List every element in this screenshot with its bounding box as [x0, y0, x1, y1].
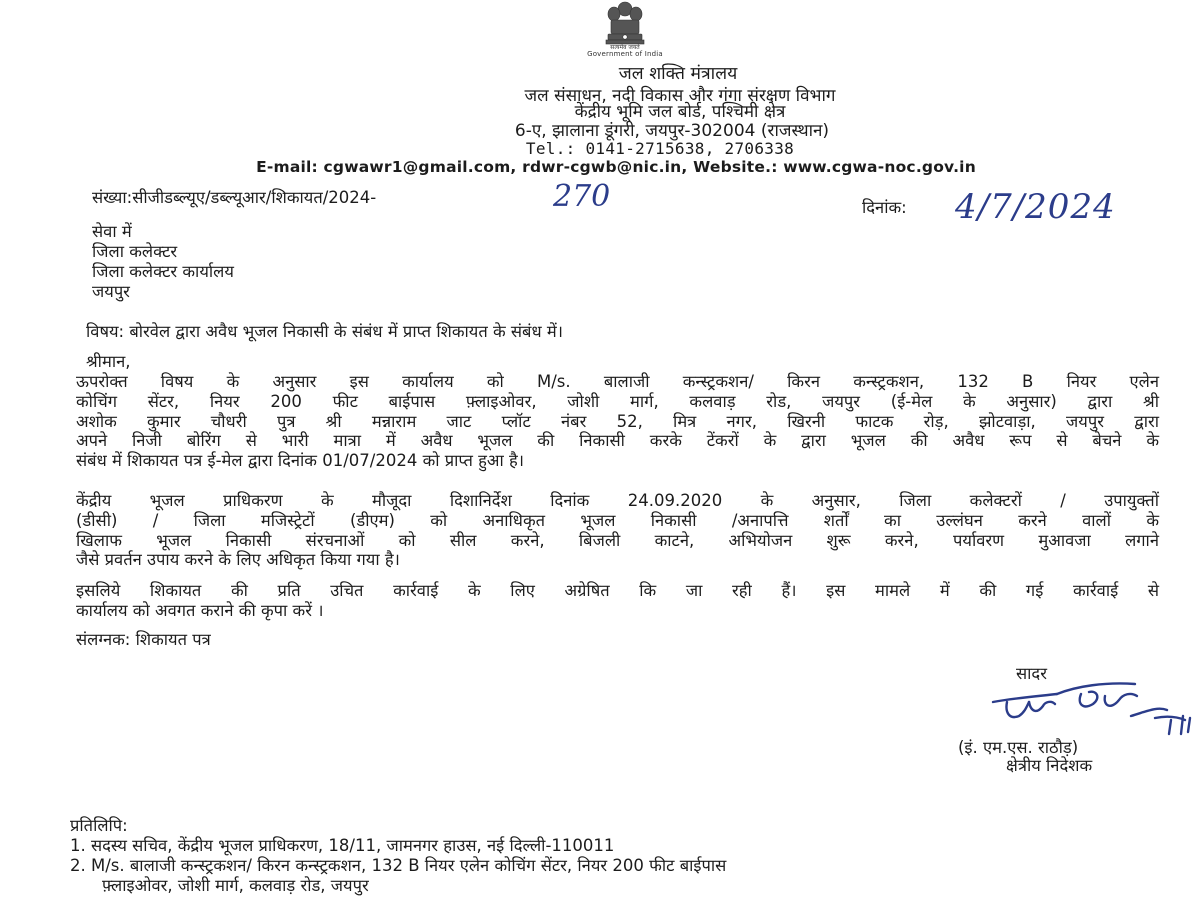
body-paragraph-1: [76, 374, 1159, 473]
recipient-line: जिला कलेक्टर: [92, 242, 178, 261]
paragraph-line: संबंध में शिकायत पत्र ई-मेल द्वारा दिनांक 01/07/2024 को प्राप्त हुआ है।: [76, 451, 525, 471]
paragraph-line: जैसे प्रवर्तन उपाय करने के लिए अधिकृत किया गया है।: [76, 550, 400, 570]
paragraph-line: केंद्रीय भूजल प्राधिकरण के मौजूदा दिशानिर्देश दिनांक 24.09.2020 के अनुसार, जिला कलेक्टरों / उपायुक्तों: [76, 491, 1159, 510]
reference-number-label: संख्या:सीजीडब्ल्यूए/डब्ल्यूआर/शिकायत/2024-: [92, 188, 377, 207]
board-name: केंद्रीय भूमि जल बोर्ड, पश्चिमी क्षेत्र: [574, 102, 786, 122]
reference-number-handwritten: 270: [553, 179, 611, 214]
salutation: श्रीमान,: [86, 352, 131, 371]
paragraph-line: अशोक कुमार चौधरी पुत्र श्री मन्नाराम जाट प्लॉट नंबर 52, मित्र नगर, खिरनी फाटक रोड़, झोटवाड़ा, जयपुर द्वारा: [76, 411, 1159, 431]
date-handwritten: 4/7/2024: [955, 187, 1116, 227]
paragraph-line: ऊपरोक्त विषय के अनुसार इस कार्यालय को M/s. बालाजी कन्स्ट्रकशन/ किरन कन्स्ट्रकशन, 132 B नियर एलेन: [76, 372, 1159, 391]
telephone: Tel.: 0141-2715638, 2706338: [525, 139, 795, 158]
ministry-name: जल शक्ति मंत्रालय: [618, 64, 738, 84]
copy-heading: प्रतिलिपि:: [70, 816, 128, 835]
copy-item: 1. सदस्य सचिव, केंद्रीय भूजल प्राधिकरण, 18/11, जामनगर हाउस, नई दिल्ली-110011: [70, 836, 615, 855]
department-name: जल संसाधन, नदी विकास और गंगा संरक्षण विभाग: [524, 86, 836, 106]
paragraph-line: (डीसी) / जिला मजिस्ट्रेटों (डीएम) को अनाधिकृत भूजल निकासी /अनापत्ति शर्तों का उल्लंघन करने वालों के: [76, 510, 1159, 530]
subject-line: विषय: बोरवेल द्वारा अवैध भूजल निकासी के संबंध में प्राप्त शिकायत के संबंध में।: [86, 322, 563, 341]
emblem-caption: Government of India: [587, 50, 663, 58]
body-paragraph-3: [76, 583, 1159, 623]
recipient-line: जिला कलेक्टर कार्यालय: [92, 262, 234, 281]
paragraph-line: कार्यालय को अवगत कराने की कृपा करें ।: [76, 600, 324, 620]
contact-line: E-mail: cgwawr1@gmail.com, rdwr-cgwb@nic.in, Website.: www.cgwa-noc.gov.in: [256, 158, 976, 176]
enclosure-line: संलग्नक: शिकायत पत्र: [76, 630, 211, 649]
office-address: 6-ए, झालाना डूंगरी, जयपुर-302004 (राजस्थान): [514, 121, 830, 141]
svg-text:सत्यमेव जयते: सत्यमेव जयते: [610, 44, 640, 50]
recipient-line: सेवा में: [92, 222, 132, 241]
copy-item: 2. M/s. बालाजी कन्स्ट्रकशन/ किरन कन्स्ट्रकशन, 132 B नियर एलेन कोचिंग सेंटर, नियर 200 फीट बाईपास: [70, 856, 727, 875]
closing-sadar: सादर: [1016, 664, 1047, 683]
paragraph-line: इसलिये शिकायत की प्रति उचित कार्रवाई के लिए अग्रेषित कि जा रही हैं। इस मामले में की गई कार्रवाई से: [76, 581, 1159, 600]
copy-item-continued: फ़्लाइओवर, जोशी मार्ग, कलवाड़ रोड, जयपुर: [102, 876, 369, 895]
body-paragraph-2: [76, 493, 1159, 572]
paragraph-line: खिलाफ भूजल निकासी संरचनाओं को सील करने, बिजली काटने, अभियोजन शुरू करने, पर्यावरण मुआवजा लगाने: [76, 530, 1159, 550]
paragraph-line: अपने निजी बोरिंग से भारी मात्रा में अवैध भूजल की निकासी करके टेंकरों के द्वारा भूजल की अवैध रूप से बेचने के: [76, 431, 1159, 451]
signer-name: (इं. एम.एस. राठौड़): [958, 738, 1079, 757]
paragraph-line: कोचिंग सेंटर, नियर 200 फीट बाईपास फ़्लाइओवर, जोशी मार्ग, कलवाड़ रोड, जयपुर (ई-मेल के अनुसार) द्वारा श्री: [76, 391, 1159, 411]
recipient-line: जयपुर: [92, 282, 130, 301]
date-label: दिनांक:: [862, 198, 907, 217]
signer-title: क्षेत्रीय निदेशक: [1006, 756, 1093, 775]
